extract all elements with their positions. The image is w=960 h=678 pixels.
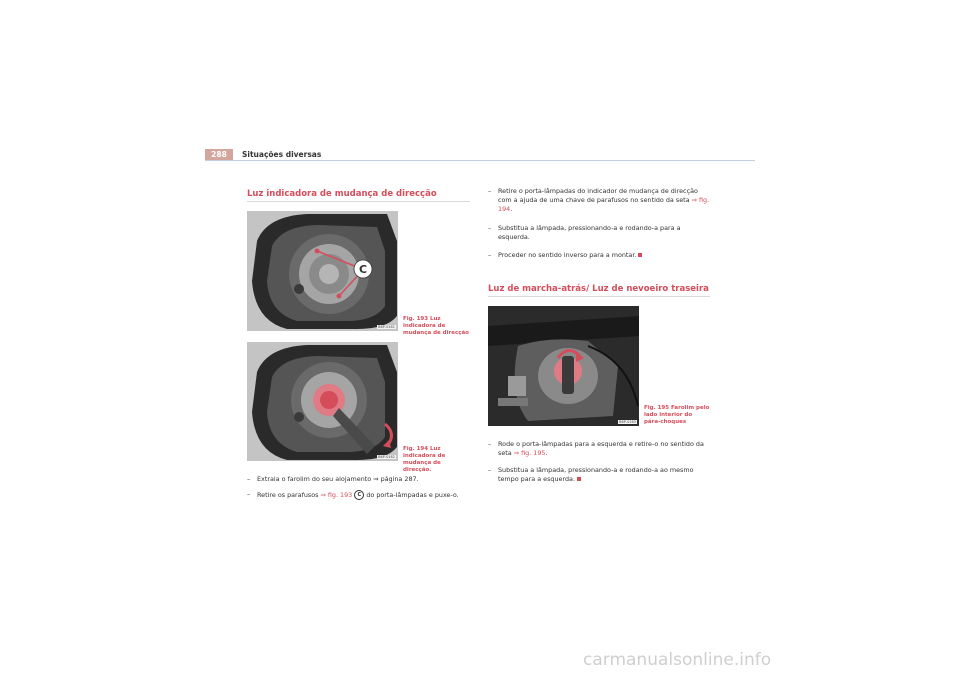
step-text-pre: Rode o porta-lâmpadas para a esquerda e retire-o no sentido da seta: [498, 440, 704, 457]
step-rotate-lampholder: [488, 440, 710, 460]
header-rule: [205, 160, 755, 161]
step-text-pre: Retire o porta-lâmpadas do indicador de mudança de direcção com a ajuda de uma chave de parafusos no sentido da seta: [498, 187, 698, 204]
step-dash: –: [488, 466, 492, 474]
figure-195-image: [488, 306, 639, 426]
watermark: carmanualsonline.info: [583, 650, 772, 670]
fig-195-link[interactable]: ⇒ fig. 195: [513, 449, 546, 457]
end-of-section-icon: [577, 477, 581, 481]
fig-194-link[interactable]: ⇒ fig. 194: [498, 196, 710, 213]
step-dash: –: [247, 475, 251, 483]
step-text-body: Proceder no sentido inverso para a montar.: [498, 251, 637, 259]
figure-195-caption: Fig. 195 Farolim pelo lado interior do pára-choques: [644, 405, 710, 425]
step-replace-bulb-rear: [488, 466, 710, 486]
section-title-reverse-fog: Luz de marcha-atrás/ Luz de nevoeiro traseira: [488, 284, 709, 294]
step-text: Extraia o farolim do seu alojamento ⇒ página 287.: [257, 475, 419, 483]
callout-c-icon: C: [354, 490, 364, 500]
figure-194-image: [247, 342, 398, 461]
step-text-body: Substitua a lâmpada, pressionando-a e rodando-a ao mesmo tempo para a esquerda.: [498, 466, 694, 483]
running-header: Situações diversas: [242, 150, 322, 159]
end-of-section-icon: [638, 253, 642, 257]
step-text: Substitua a lâmpada, pressionando-a e rodando-a para a esquerda.: [498, 224, 681, 241]
step-text: [498, 466, 710, 484]
step-text-post: .: [545, 449, 548, 457]
step-text-post: do porta-lâmpadas e puxe-o.: [364, 491, 459, 499]
figure-193-image: [247, 211, 398, 331]
section-rule-left: [247, 201, 470, 202]
step-dash: –: [488, 251, 492, 259]
step-replace-bulb: [488, 224, 710, 244]
section-rule-right: [488, 296, 710, 297]
figure-193-caption: Fig. 193 Luz indicadora de mudança de direcção: [403, 316, 469, 336]
step-extract-taillight: [247, 475, 472, 485]
step-reassemble: [488, 251, 710, 261]
step-remove-lampholder: [488, 187, 710, 217]
step-dash: –: [247, 490, 251, 498]
step-dash: –: [488, 187, 492, 195]
figure-194-caption: Fig. 194 Luz indicadora de mudança de direcção.: [403, 446, 446, 473]
figure-195-code: B6P-0163: [619, 420, 636, 424]
figure-194-code: B6P-0162: [378, 455, 395, 459]
step-dash: –: [488, 440, 492, 448]
step-text-pre: Retire os parafusos: [257, 491, 321, 499]
figure-193-callout: C: [358, 263, 368, 276]
step-text: [498, 251, 710, 260]
step-dash: –: [488, 224, 492, 232]
step-text: [257, 490, 477, 500]
fig-193-link[interactable]: ⇒ fig. 193: [320, 491, 353, 499]
step-text: [498, 187, 710, 214]
step-text: [498, 440, 710, 458]
figure-193-code: B6P-0161: [378, 325, 395, 329]
step-text-post: .: [510, 205, 513, 213]
step-remove-screws: [247, 490, 477, 500]
section-title-turn-signal: Luz indicadora de mudança de direcção: [247, 189, 437, 199]
page-number: 288: [205, 149, 233, 161]
